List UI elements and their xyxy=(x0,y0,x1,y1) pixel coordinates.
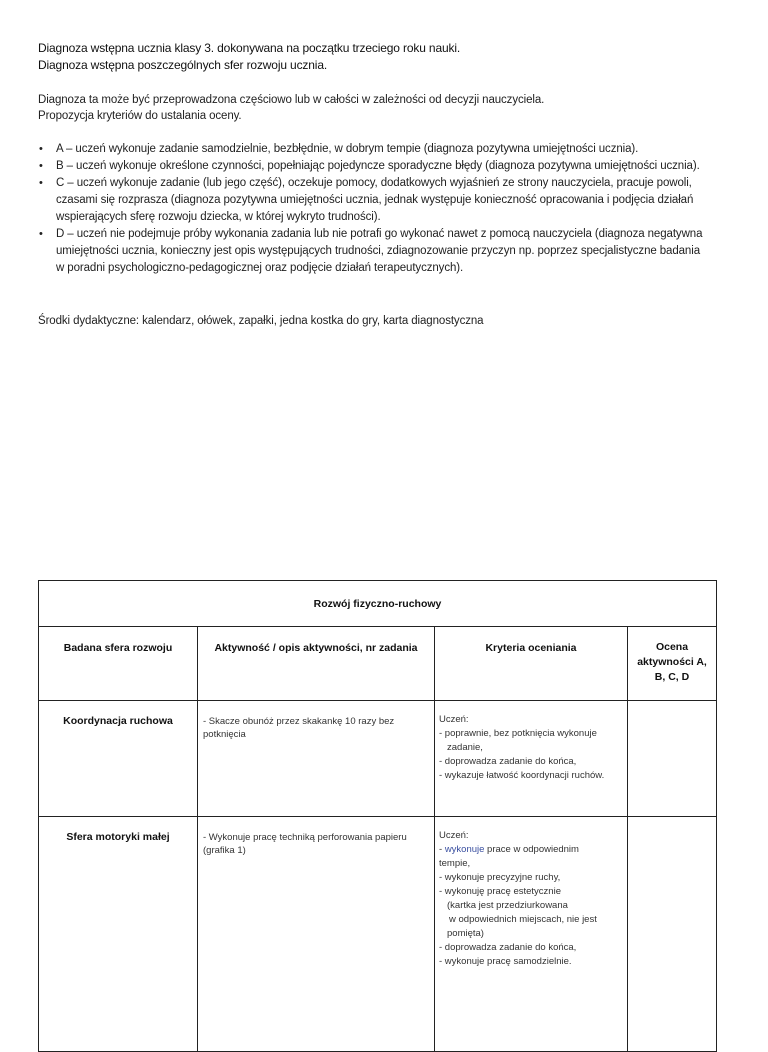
criteria-line: - poprawnie, bez potknięcia wykonuje xyxy=(439,728,597,739)
criteria-line: Uczeń: xyxy=(439,830,469,841)
intro-paragraph xyxy=(38,92,544,124)
sphere-cell: Sfera motoryki małej xyxy=(39,817,198,1052)
section-header-row xyxy=(39,581,717,627)
criteria-line: zadanie, xyxy=(447,742,483,753)
bullet-icon: • xyxy=(39,160,43,172)
criteria-text: D – uczeń nie podejmuje próby wykonania zadania lub nie potrafi go wykonać nawet z pomocą nauczyciela (diagnoza negatywna umiejętności ucznia, konieczny jest opis występujących trudności, zdiagnozowanie przyczyn np. poprzez specjalistyczne badania w poradni psychologiczno-pedagogicznej oraz podjęcie działań terapeutycznych). xyxy=(56,228,703,274)
criteria-item-d xyxy=(38,226,708,277)
criteria-item-b xyxy=(38,158,708,175)
criteria-cell xyxy=(435,817,628,1052)
title-line-1: Diagnoza wstępna ucznia klasy 3. dokonywana na początku trzeciego roku nauki. xyxy=(38,41,461,55)
criteria-cell xyxy=(435,701,628,817)
bullet-icon: • xyxy=(39,177,43,189)
header-grade-line-1: Ocena xyxy=(655,641,689,653)
title-line-2: Diagnoza wstępna poszczególnych sfer rozwoju ucznia. xyxy=(38,58,328,72)
criteria-fragment: - xyxy=(439,844,445,855)
intro-line-2: Propozycja kryteriów do ustalania oceny. xyxy=(38,110,242,122)
teaching-materials: Środki dydaktyczne: kalendarz, ołówek, zapałki, jedna kostka do gry, karta diagnostyczna xyxy=(38,315,484,327)
criteria-item-c xyxy=(38,175,708,226)
diagnosis-table xyxy=(38,580,717,1052)
grade-cell[interactable] xyxy=(628,701,717,817)
criteria-line: - wykonuje precyzyjne ruchy, xyxy=(439,872,561,883)
criteria-line: - doprowadza zadanie do końca, xyxy=(439,756,577,767)
header-activity xyxy=(198,627,435,701)
header-criteria-label: Kryteria oceniania xyxy=(485,642,577,654)
header-sphere-label: Badana sfera rozwoju xyxy=(63,642,173,654)
table-row xyxy=(39,817,717,1052)
bullet-icon: • xyxy=(39,143,43,155)
header-grade-label xyxy=(628,627,716,685)
criteria-line: - wykonuję pracę estetycznie xyxy=(439,886,561,897)
column-header-row xyxy=(39,627,717,701)
criteria-line: pomięta) xyxy=(447,928,484,939)
criteria-line: - wykonuje pracę samodzielnie. xyxy=(439,956,572,967)
intro-line-1: Diagnoza ta może być przeprowadzona częściowo lub w całości w zależności od decyzji nauczyciela. xyxy=(38,94,545,106)
activity-cell: - Skacze obunóż przez skakankę 10 razy bez potknięcia xyxy=(198,701,435,817)
criteria-line: w odpowiednich miejscach, nie jest xyxy=(449,914,597,925)
criteria-line xyxy=(439,843,623,857)
header-criteria xyxy=(435,627,628,701)
table-row xyxy=(39,701,717,817)
header-activity-label: Aktywność / opis aktywności, nr zadania xyxy=(214,642,418,654)
criteria-line: tempie, xyxy=(439,858,471,869)
criteria-item-a xyxy=(38,141,708,158)
criteria-line: Uczeń: xyxy=(439,714,469,725)
header-grade-line-3: B, C, D xyxy=(654,671,690,683)
grade-cell[interactable] xyxy=(628,817,717,1052)
criteria-fragment: prace w odpowiednim xyxy=(484,844,579,855)
criteria-text: A – uczeń wykonuje zadanie samodzielnie, bezbłędnie, w dobrym tempie (diagnoza pozytywna umiejętności ucznia). xyxy=(56,143,639,155)
criteria-line: - wykazuje łatwość koordynacji ruchów. xyxy=(439,770,605,781)
criteria-text: B – uczeń wykonuje określone czynności, popełniając pojedyncze sporadyczne błędy (diagnoza pozytywna umiejętności ucznia). xyxy=(56,160,700,172)
bullet-icon: • xyxy=(39,228,43,240)
criteria-line: - doprowadza zadanie do końca, xyxy=(439,942,577,953)
section-title: Rozwój fizyczno-ruchowy xyxy=(39,581,717,627)
criteria-text: C – uczeń wykonuje zadanie (lub jego część), oczekuje pomocy, dodatkowych wyjaśnień ze strony nauczyciela, pracuje powoli, czasami się rozprasza (diagnoza pozytywna umiejętności ucznia, jednak występuje konieczność opracowania i podjęcia działań wspierających sferę rozwoju dziecka, w której wykryto trudności). xyxy=(56,177,694,223)
activity-cell: - Wykonuje pracę techniką perforowania papieru (grafika 1) xyxy=(198,817,435,1052)
header-grade-line-2: aktywności A, xyxy=(637,656,707,668)
grading-criteria-list xyxy=(38,141,708,277)
header-sphere xyxy=(39,627,198,701)
criteria-line: (kartka jest przedziurkowana xyxy=(447,900,568,911)
document-title xyxy=(38,40,460,74)
criteria-fragment-highlight: wykonuje xyxy=(444,844,485,855)
sphere-cell: Koordynacja ruchowa xyxy=(39,701,198,817)
header-grade xyxy=(628,627,717,701)
